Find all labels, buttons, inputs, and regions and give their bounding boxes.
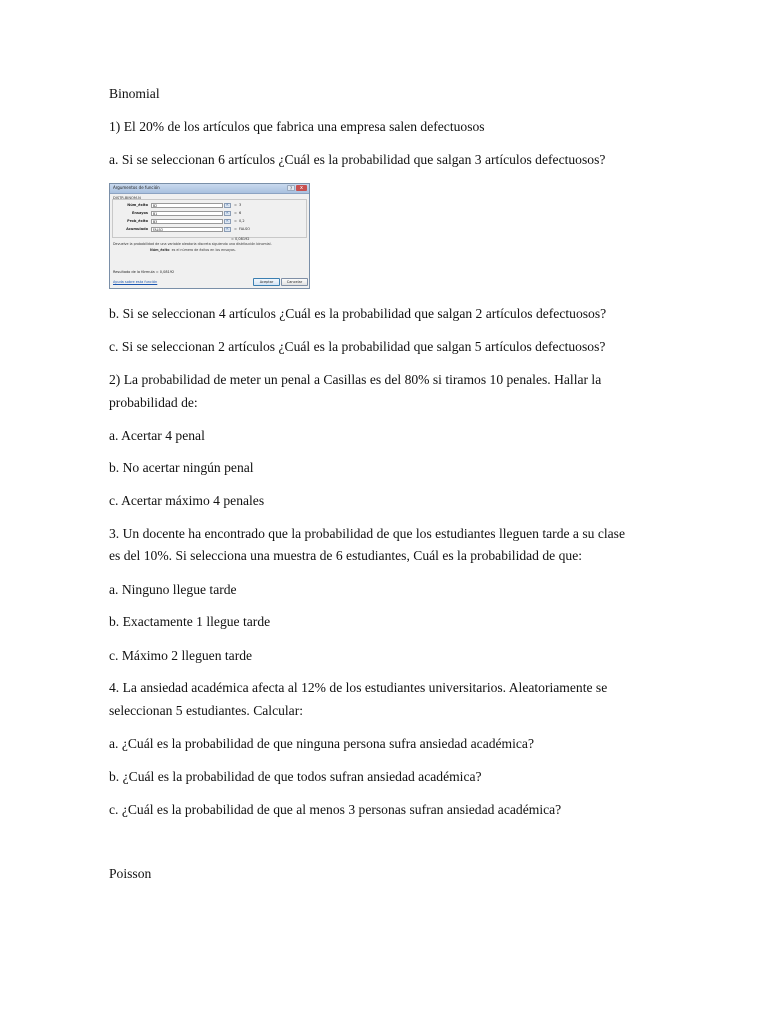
argument-name: Ensayos bbox=[132, 211, 148, 215]
help-icon: ? bbox=[287, 185, 295, 191]
problem-1-part-a: a. Si se seleccionan 6 artículos ¿Cuál es la probabilidad que salgan 3 artículos defectuosos? bbox=[109, 152, 606, 167]
help-link: Ayuda sobre esta función bbox=[113, 280, 158, 284]
argument-input: B1 bbox=[151, 211, 223, 216]
equals-sign: = bbox=[234, 219, 237, 223]
cancel-button: Cancelar bbox=[281, 278, 308, 286]
problem-3-intro-line-2: es del 10%. Si selecciona una muestra de 6 estudiantes, Cuál es la probabilidad de que: bbox=[109, 548, 583, 563]
function-result-preview: = 0,08192 bbox=[231, 237, 250, 241]
section-heading-poisson: Poisson bbox=[109, 866, 152, 881]
section-heading-binomial: Binomial bbox=[109, 86, 160, 101]
argument-name: Acumulado bbox=[126, 227, 148, 231]
range-select-icon: ⇱ bbox=[224, 211, 231, 216]
problem-3-intro-line-1: 3. Un docente ha encontrado que la probabilidad de que los estudiantes lleguen tarde a su clase bbox=[109, 526, 626, 541]
dialog-title: Argumentos de función bbox=[113, 185, 160, 190]
problem-4-intro-line-2: seleccionan 5 estudiantes. Calcular: bbox=[109, 703, 304, 718]
problem-4-intro-line-1: 4. La ansiedad académica afecta al 12% de los estudiantes universitarios. Aleatoriamente se bbox=[109, 680, 608, 695]
problem-2-intro-line-2: probabilidad de: bbox=[109, 395, 198, 410]
close-icon: x bbox=[296, 185, 307, 191]
arguments-group bbox=[112, 199, 307, 238]
argument-row bbox=[113, 203, 308, 209]
excel-function-arguments-screenshot bbox=[109, 183, 310, 289]
problem-2-part-b: b. No acertar ningún penal bbox=[109, 460, 254, 475]
problem-3-part-a: a. Ninguno llegue tarde bbox=[109, 582, 237, 597]
problem-4-part-c: c. ¿Cuál es la probabilidad de que al menos 3 personas sufran ansiedad académica? bbox=[109, 802, 562, 817]
argument-description-name: Núm_éxito bbox=[150, 248, 170, 252]
problem-2-part-a: a. Acertar 4 penal bbox=[109, 428, 205, 443]
range-select-icon: ⇱ bbox=[224, 203, 231, 208]
equals-sign: = bbox=[234, 211, 237, 215]
argument-result: 6 bbox=[239, 211, 242, 215]
problem-3-part-c: c. Máximo 2 lleguen tarde bbox=[109, 648, 253, 663]
formula-result: Resultado de la fórmula = 0,08192 bbox=[113, 270, 175, 274]
function-name: DISTR.BINOM.N bbox=[113, 196, 141, 200]
problem-2-intro-line-1: 2) La probabilidad de meter un penal a Casillas es del 80% si tiramos 10 penales. Hallar la bbox=[109, 372, 602, 387]
equals-sign: = bbox=[234, 227, 237, 231]
argument-input: B3 bbox=[151, 219, 223, 224]
argument-description-text: es el número de éxitos en los ensayos. bbox=[171, 248, 236, 252]
problem-1-intro: 1) El 20% de los artículos que fabrica una empresa salen defectuosos bbox=[109, 119, 485, 134]
argument-row bbox=[113, 219, 308, 225]
problem-3-part-b: b. Exactamente 1 llegue tarde bbox=[109, 614, 271, 629]
argument-input: FALSO bbox=[151, 227, 223, 232]
problem-4-part-a: a. ¿Cuál es la probabilidad de que ninguna persona sufra ansiedad académica? bbox=[109, 736, 535, 751]
range-select-icon: ⇱ bbox=[224, 227, 231, 232]
range-select-icon: ⇱ bbox=[224, 219, 231, 224]
equals-sign: = bbox=[234, 203, 237, 207]
argument-row bbox=[113, 211, 308, 217]
argument-description bbox=[150, 248, 305, 252]
ok-button: Aceptar bbox=[253, 278, 280, 286]
problem-2-part-c: c. Acertar máximo 4 penales bbox=[109, 493, 265, 508]
problem-1-part-c: c. Si se seleccionan 2 artículos ¿Cuál es la probabilidad que salgan 5 artículos defectuosos? bbox=[109, 339, 606, 354]
problem-4-part-b: b. ¿Cuál es la probabilidad de que todos sufran ansiedad académica? bbox=[109, 769, 482, 784]
argument-name: Prob_éxito bbox=[127, 219, 148, 223]
argument-result: 3 bbox=[239, 203, 242, 207]
argument-row bbox=[113, 227, 308, 233]
argument-name: Núm_éxito bbox=[127, 203, 148, 207]
dialog-titlebar bbox=[110, 184, 309, 194]
argument-result: FALSO bbox=[239, 227, 251, 231]
function-description: Devuelve la probabilidad de una variable aleatoria discreta siguiendo una distribución binomial. bbox=[113, 242, 272, 246]
argument-result: 0,2 bbox=[239, 219, 245, 223]
argument-input: B2 bbox=[151, 203, 223, 208]
problem-1-part-b: b. Si se seleccionan 4 artículos ¿Cuál es la probabilidad que salgan 2 artículos defectuosos? bbox=[109, 306, 607, 321]
